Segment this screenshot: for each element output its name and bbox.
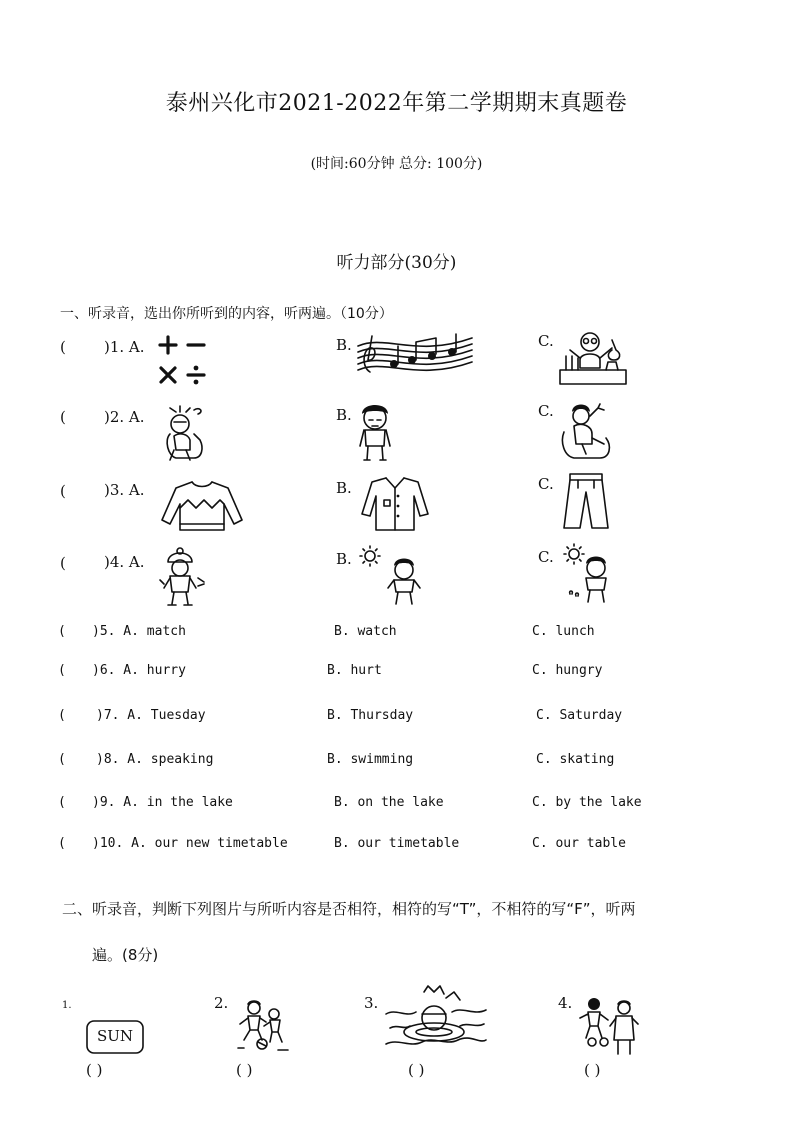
cold-kid-icon	[158, 548, 206, 608]
part2-item-1-number: 1.	[62, 1000, 72, 1011]
answer-paren-open: (	[58, 795, 66, 810]
question-6-option-b: B. hurt	[327, 663, 382, 678]
part2-item-3-answer: ( )	[408, 1061, 425, 1079]
question-6-option-c: C. hungry	[532, 663, 603, 678]
part2-item-1-answer: ( )	[86, 1061, 103, 1079]
hot-kid-icon	[358, 544, 424, 606]
question-3-label: )3. A.	[104, 481, 145, 499]
question-9-option-b: B. on the lake	[334, 795, 444, 810]
question-7-option-b: B. Thursday	[327, 708, 414, 723]
math-symbols-icon	[156, 334, 212, 388]
question-8-option-c: C. skating	[536, 752, 615, 767]
answer-paren-open: (	[60, 554, 66, 572]
part2-heading-line2: 遍。(8分)	[92, 946, 159, 964]
swimmer-icon	[384, 984, 488, 1056]
kids-playing-icon	[234, 998, 292, 1054]
question-10-option-c: C. our table	[532, 836, 626, 851]
answer-paren-open: (	[60, 408, 66, 426]
answer-paren-open: (	[58, 624, 66, 639]
question-8-option-a: )8. A. speaking	[96, 752, 214, 767]
answer-paren-open: (	[60, 482, 66, 500]
sick-boy-icon	[356, 402, 394, 462]
page-title: 泰州兴化市2021-2022年第二学期期末真题卷	[165, 91, 628, 116]
question-5-option-b: B. watch	[334, 624, 397, 639]
question-5-option-a: )5. A. match	[92, 624, 186, 639]
part2-item-3-number: 3.	[364, 994, 379, 1012]
question-10-option-b: B. our timetable	[334, 836, 460, 851]
part2-item-2-answer: ( )	[236, 1061, 253, 1079]
part1-heading: 一、听录音，选出你所听到的内容，听两遍。（10分）	[60, 306, 393, 322]
option-c-label: C.	[538, 475, 554, 493]
question-1-label: )1. A.	[104, 338, 145, 356]
tired-kid-icon	[160, 404, 208, 462]
section-heading-listening: 听力部分(30分)	[336, 253, 457, 273]
option-b-label: B.	[336, 550, 352, 568]
part2-heading-line1: 二、听录音，判断下列图片与所听内容是否相符，相符的写“T”，不相符的写“F”，听两	[62, 900, 636, 918]
option-b-label: B.	[336, 479, 352, 497]
option-b-label: B.	[336, 406, 352, 424]
part2-item-4-number: 4.	[558, 994, 573, 1012]
question-8-option-b: B. swimming	[327, 752, 414, 767]
answer-paren-open: (	[58, 836, 66, 851]
question-10-option-a: )10. A. our new timetable	[92, 836, 288, 851]
music-notes-icon	[356, 332, 474, 382]
sweater-icon	[158, 478, 246, 534]
question-9-option-c: C. by the lake	[532, 795, 642, 810]
part2-item-4-answer: ( )	[584, 1061, 601, 1079]
question-7-option-a: )7. A. Tuesday	[96, 708, 206, 723]
science-lab-icon	[558, 330, 628, 386]
question-5-option-c: C. lunch	[532, 624, 595, 639]
answer-paren-open: (	[58, 708, 66, 723]
question-4-label: )4. A.	[104, 553, 145, 571]
option-c-label: C.	[538, 548, 554, 566]
sunny-kid-icon	[562, 542, 616, 604]
kid-and-adult-icon	[578, 996, 642, 1056]
option-c-label: C.	[538, 332, 554, 350]
exam-info: (时间:60分钟 总分: 100分)	[310, 156, 483, 172]
kid-on-sofa-icon	[560, 402, 616, 460]
part2-item-2-number: 2.	[214, 994, 229, 1012]
answer-paren-open: (	[60, 338, 66, 356]
option-b-label: B.	[336, 336, 352, 354]
question-7-option-c: C. Saturday	[536, 708, 623, 723]
option-c-label: C.	[538, 402, 554, 420]
question-9-option-a: )9. A. in the lake	[92, 795, 233, 810]
answer-paren-open: (	[58, 663, 66, 678]
shirt-icon	[358, 474, 432, 532]
trousers-icon	[560, 472, 612, 532]
answer-paren-open: (	[58, 752, 66, 767]
question-2-label: )2. A.	[104, 408, 145, 426]
question-6-option-a: )6. A. hurry	[92, 663, 186, 678]
sun-sign-text: SUN	[96, 1027, 134, 1045]
